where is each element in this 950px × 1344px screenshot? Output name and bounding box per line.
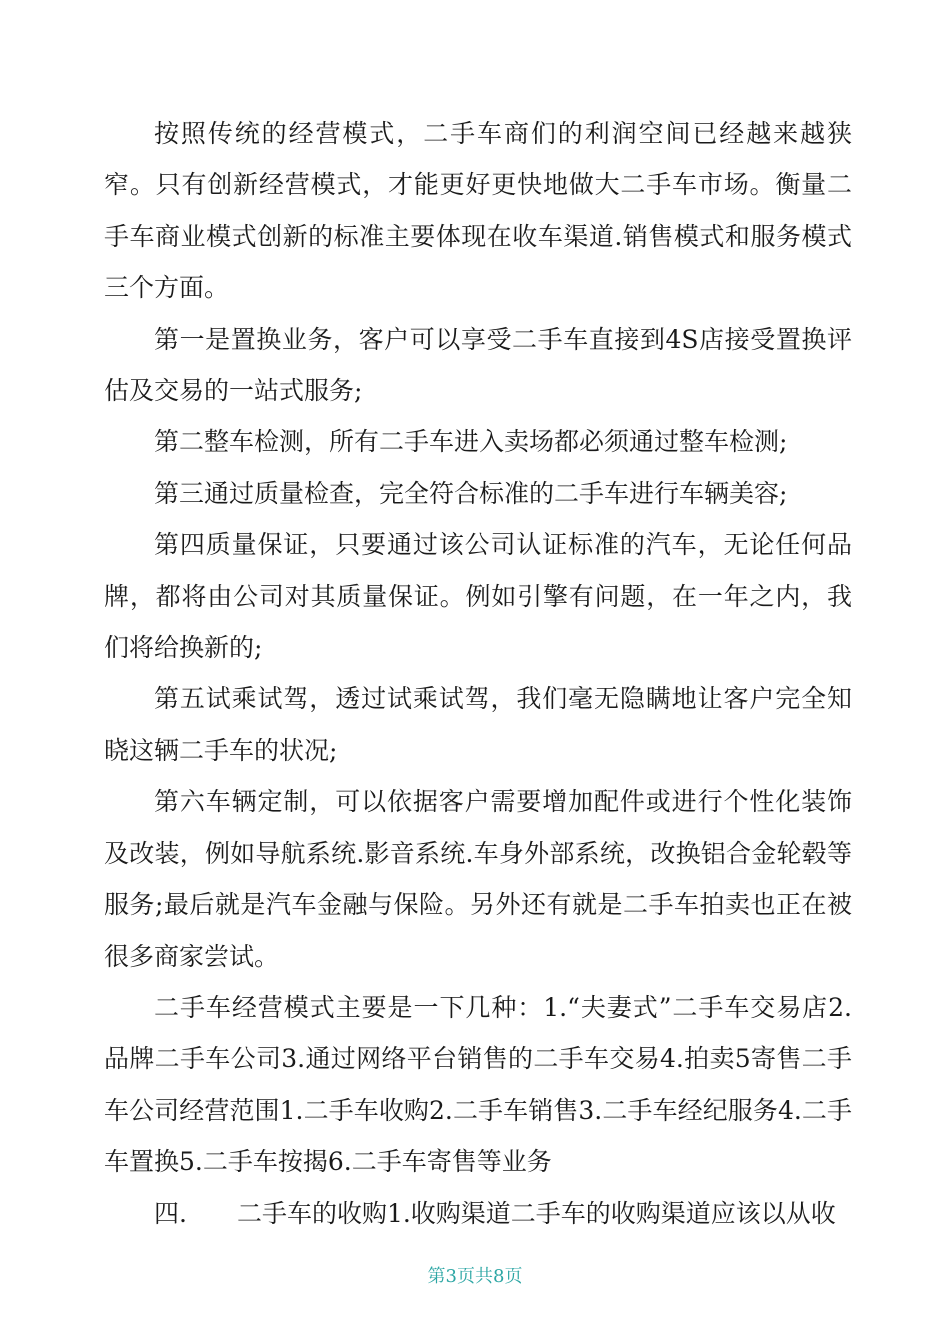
paragraph-item-6: 第六车辆定制，可以依据客户需要增加配件或进行个性化装饰及改装，例如导航系统.影音系统.车身外部系统，改换铝合金轮毂等服务;最后就是汽车金融与保险。另外还有就是二手车拍卖也正在被很多商家尝试。 — [104, 787, 852, 971]
paragraph-item-1: 第一是置换业务，客户可以享受二手车直接到4S店接受置换评估及交易的一站式服务; — [104, 324, 852, 406]
paragraph-section-4: 四. 二手车的收购1.收购渠道二手车的收购渠道应该以从收 — [154, 1198, 836, 1228]
paragraph-modes: 二手车经营模式主要是一下几种：1.“夫妻式”二手车交易店2.品牌二手车公司3.通过网络平台销售的二手车交易4.拍卖5寄售二手车公司经营范围1.二手车收购2.二手车销售3.二手车经纪服务4.二手车置换5.二手车按揭6.二手车寄售等业务 — [104, 992, 852, 1177]
paragraph-item-2: 第二整车检测，所有二手车进入卖场都必须通过整车检测; — [154, 427, 788, 457]
paragraph-item-5: 第五试乘试驾，透过试乘试驾，我们毫无隐瞒地让客户完全知晓这辆二手车的状况; — [104, 684, 852, 765]
page-number-footer: 第3页共8页 — [427, 1266, 523, 1287]
document-body — [104, 108, 852, 1239]
paragraph-item-3: 第三通过质量检查，完全符合标准的二手车进行车辆美容; — [154, 478, 788, 508]
paragraph-item-4: 第四质量保证，只要通过该公司认证标准的汽车，无论任何品牌，都将由公司对其质量保证。例如引擎有问题，在一年之内，我们将给换新的; — [104, 530, 852, 663]
paragraph-intro: 按照传统的经营模式，二手车商们的利润空间已经越来越狭窄。只有创新经营模式，才能更好更快地做大二手车市场。衡量二手车商业模式创新的标准主要体现在收车渠道.销售模式和服务模式三个方面。 — [104, 119, 852, 303]
